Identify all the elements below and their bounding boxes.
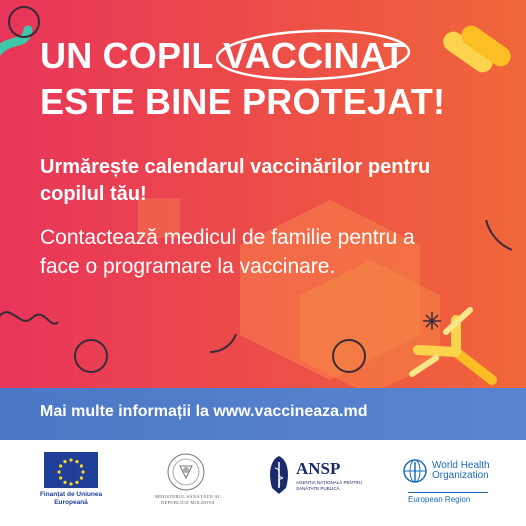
eu-caption: Finanțat de Uniunea Europeană (39, 491, 103, 506)
yellow-capsules (439, 22, 514, 77)
ansp-emblem-icon (266, 454, 292, 496)
ministry-emblem-icon (166, 452, 206, 492)
partner-logos (0, 440, 526, 526)
outline-circle (75, 340, 107, 372)
ministry-caption: MINISTERUL SĂNĂTĂȚII AL REPUBLICII MOLDOVA (155, 494, 221, 505)
who-subtitle: European Region (408, 492, 488, 504)
info-banner[interactable] (0, 388, 526, 440)
eu-flag-icon (44, 452, 98, 488)
subheadline: Urmărește calendarul vaccinărilor pentru copilul tău! (40, 156, 431, 205)
banner-text[interactable]: Mai multe informații la www.vaccineaza.md (40, 403, 368, 420)
headline-part: UN COPIL (40, 35, 213, 76)
highlight-word: VACCINAT (223, 35, 406, 76)
ansp-subtitle: AGENȚIA NAȚIONALĂ PENTRU SĂNĂTATE PUBLICĂ (296, 480, 363, 491)
headline-line-2: ESTE BINE PROTEJAT! (40, 81, 446, 122)
who-emblem-icon (402, 458, 428, 484)
headline-line-1 (40, 33, 445, 79)
squiggle-line (0, 312, 58, 324)
who-title: World Health Organization (432, 460, 490, 481)
body-text: Contactează medicul de familie pentru a face o programare la vaccinare. (40, 226, 415, 278)
ansp-title: ANSP (296, 459, 341, 478)
curve-line (210, 334, 236, 352)
circled-word (223, 33, 405, 79)
curve-line (486, 220, 512, 250)
headline (40, 33, 445, 125)
hand-drawn-circle (213, 27, 423, 85)
